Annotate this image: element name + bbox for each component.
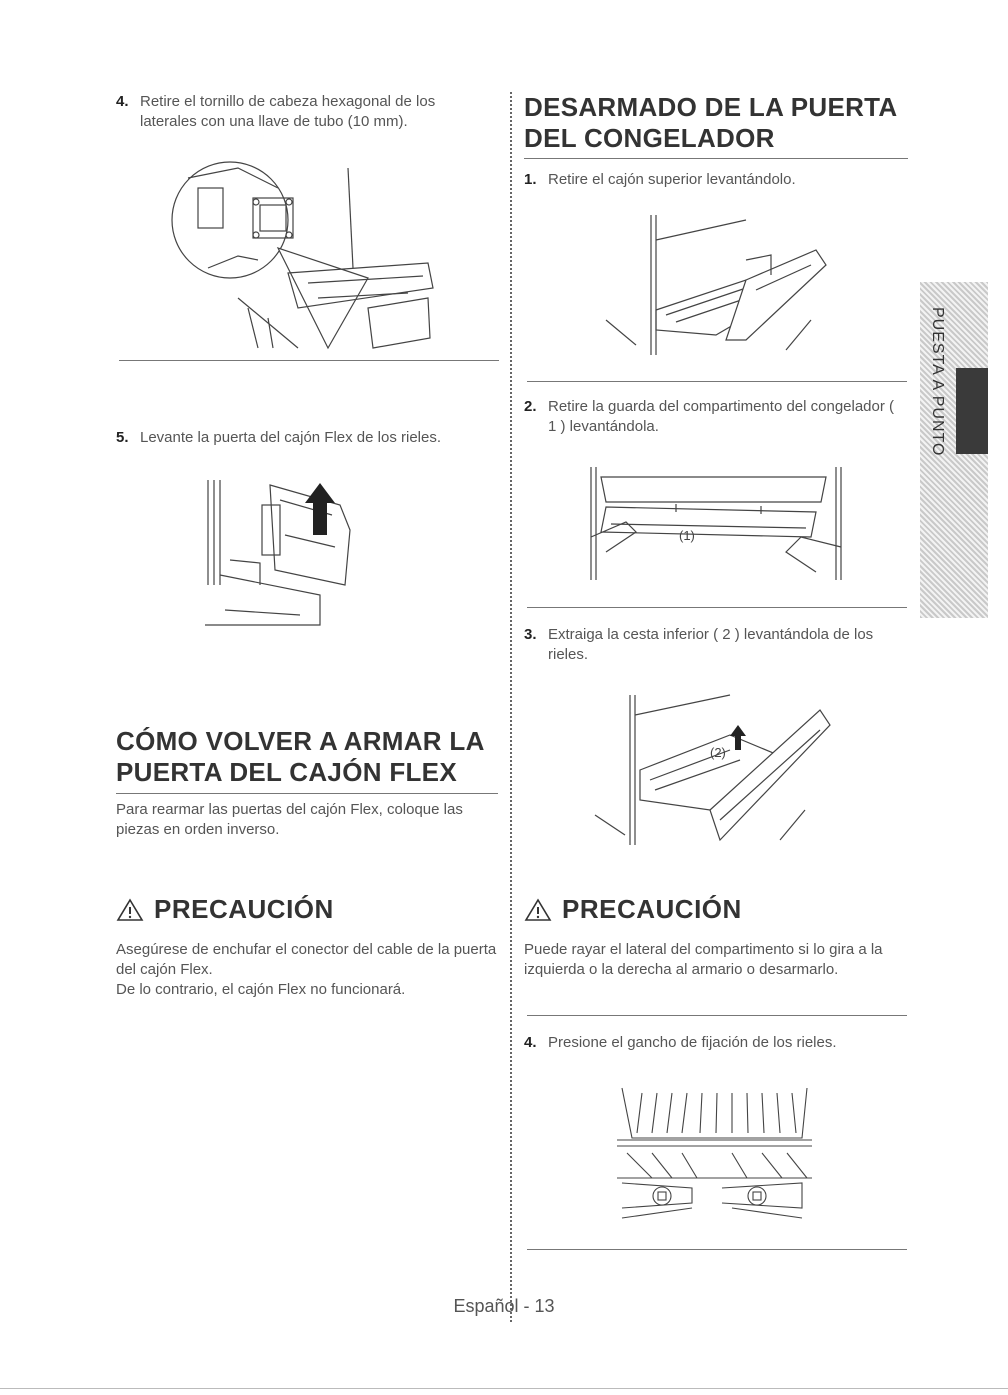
figure-freezer-guard xyxy=(586,462,846,587)
step-text: Retire el tornillo de cabeza hexagonal de los laterales con una llave de tubo (10 mm). xyxy=(140,93,436,130)
right-caution-heading xyxy=(524,894,742,925)
step-text: Retire el cajón superior levantándolo. xyxy=(548,171,796,188)
divider-rule xyxy=(527,607,907,608)
divider-rule xyxy=(527,1249,907,1250)
figure-hex-screw-removal xyxy=(168,158,438,353)
right-step-3 xyxy=(524,625,904,665)
page-number: Español - 13 xyxy=(453,1296,555,1316)
warning-icon xyxy=(116,898,144,922)
step-text: Levante la puerta del cajón Flex de los rieles. xyxy=(140,429,442,446)
left-step-4 xyxy=(116,92,496,132)
freezer-disassembly-title xyxy=(524,92,914,154)
figure-label-2: (2) xyxy=(710,745,726,760)
figure-label-1: (1) xyxy=(679,528,695,543)
divider-rule xyxy=(527,1015,907,1016)
figure-lift-flex-door xyxy=(200,475,370,635)
caution-line-1: Asegúrese de enchufar el conector del cable de la puerta del cajón Flex. xyxy=(116,941,497,978)
caution-line-2: De lo contrario, el cajón Flex no funcionará. xyxy=(116,981,406,998)
figure-top-drawer xyxy=(596,210,836,360)
section-side-tab xyxy=(920,282,988,618)
divider-rule xyxy=(119,360,499,361)
divider-rule xyxy=(527,381,907,382)
step-number: 2. xyxy=(524,398,537,415)
right-step-1 xyxy=(524,170,904,190)
figure-rail-hooks xyxy=(612,1078,812,1228)
warning-icon xyxy=(524,898,552,922)
right-step-4 xyxy=(524,1033,904,1053)
right-step-2 xyxy=(524,397,904,437)
reassemble-title xyxy=(116,726,506,788)
step-number: 4. xyxy=(524,1034,537,1051)
caution-title: PRECAUCIÓN xyxy=(154,894,334,924)
title-line-2: PUERTA DEL CAJÓN FLEX xyxy=(116,757,457,787)
title-underline xyxy=(524,158,908,159)
step-number: 3. xyxy=(524,626,537,643)
caution-title: PRECAUCIÓN xyxy=(562,894,742,924)
tab-marker xyxy=(956,368,988,454)
left-caution-body xyxy=(116,940,502,1000)
title-underline xyxy=(116,793,498,794)
left-caution-heading xyxy=(116,894,334,925)
left-step-5 xyxy=(116,428,496,448)
step-text: Presione el gancho de fijación de los rieles. xyxy=(548,1034,837,1051)
page-bottom-line xyxy=(0,1388,1008,1389)
step-number: 4. xyxy=(116,93,129,110)
step-number: 5. xyxy=(116,429,129,446)
right-caution-body: Puede rayar el lateral del compartimento si lo gira a la izquierda o la derecha al armario o desarmarlo. xyxy=(524,941,883,978)
step-text: Extraiga la cesta inferior ( 2 ) levantándola de los rieles. xyxy=(548,626,874,663)
title-line-1: DESARMADO DE LA PUERTA xyxy=(524,92,898,122)
side-tab-label: PUESTA A PUNTO xyxy=(929,307,946,457)
reassemble-body: Para rearmar las puertas del cajón Flex, coloque las piezas en orden inverso. xyxy=(116,801,463,838)
step-text: Retire la guarda del compartimento del congelador ( 1 ) levantándola. xyxy=(548,398,895,435)
figure-lower-basket xyxy=(590,690,840,850)
title-line-1: CÓMO VOLVER A ARMAR LA xyxy=(116,726,485,756)
title-line-2: DEL CONGELADOR xyxy=(524,123,775,153)
step-number: 1. xyxy=(524,171,537,188)
column-divider xyxy=(510,92,512,1322)
